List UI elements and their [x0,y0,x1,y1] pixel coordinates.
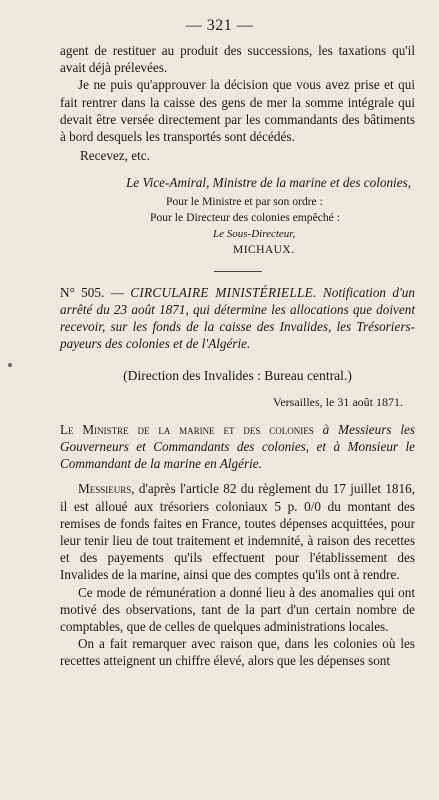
dateline: Versailles, le 31 août 1871. [273,394,403,409]
circular-number: N° 505. [60,284,105,300]
signature-director-line: Pour le Directeur des colonies empêché : [150,210,340,224]
paragraph-continued: agent de restituer au produit des successions, les taxations qu'il avait déjà prélevées. [60,43,415,76]
circular-dash: — [104,284,131,300]
body-paragraph-3: On a fait remarquer avec raison que, dans les colonies où les recettes atteignent un chiffre élevé, alors que les dépenses sont [60,636,415,669]
minister-address [60,421,415,473]
signature-name: MICHAUX. [233,242,295,256]
paragraph-approval: Je ne puis qu'approuver la décision que vous avez prise et qui fait rentrer dans la caisse des gens de mer la somme intégrale qui devait être versée directement par les commandants des bâtiments à bord desquels les transportés sont décédés. [60,77,415,145]
body-paragraph-1-text: d'après l'article 82 du règlement du 17 juillet 1816, il est alloué aux trésoriers coloniaux 5 p. 0/0 du montant des remises de fonds faites en France, toutes dépenses acquittées, pour leur tenir lieu de tout traitement et indemnité, à raison des recettes et des payements qu'ils effectuent pour l'établissement des Invalides de la marine, ainsi que des comptes qu'ils ont à rendre. [60,481,415,583]
signature-order-line: Pour le Ministre et par son ordre : [166,194,323,208]
signature-subdirector: Le Sous-Directeur, [213,227,296,240]
page-content [60,42,415,670]
page-number: — 321 — [185,17,254,34]
section-divider [214,271,262,272]
body-paragraph-2: Ce mode de rémunération a donné lieu à des anomalies qui ont motivé des observations, tant de la part d'un certain nombre de comptables, que de celles de quelques administrations locales. [60,584,415,635]
body-paragraph-1 [60,480,415,583]
circular-description: Notification d'un arrêté du 23 août 1871, qui détermine les allocations que doivent recevoir, sur les fonds de la caisse des Invalides, les Trésoriers-payeurs des colonies et de l'Algérie. [60,284,415,352]
direction-line: (Direction des Invalides : Bureau central.) [123,368,352,384]
signature-title: Le Vice-Amiral, Ministre de la marine et des colonies, [126,175,411,191]
ink-speck [8,363,12,367]
minister-recipients: à Messieurs les Gouverneurs et Commandants des colonies, et à Monsieur le Commandant de la marine en Algérie. [60,421,415,472]
circular-label: CIRCULAIRE MINISTÉRIELLE. [130,284,317,300]
signature-block [60,174,415,257]
salutation: Messieurs, [78,481,135,497]
closing-formula: Recevez, etc. [80,148,150,164]
circular-heading [60,284,415,353]
minister-name: Le Ministre de la marine et des colonies [60,421,314,437]
